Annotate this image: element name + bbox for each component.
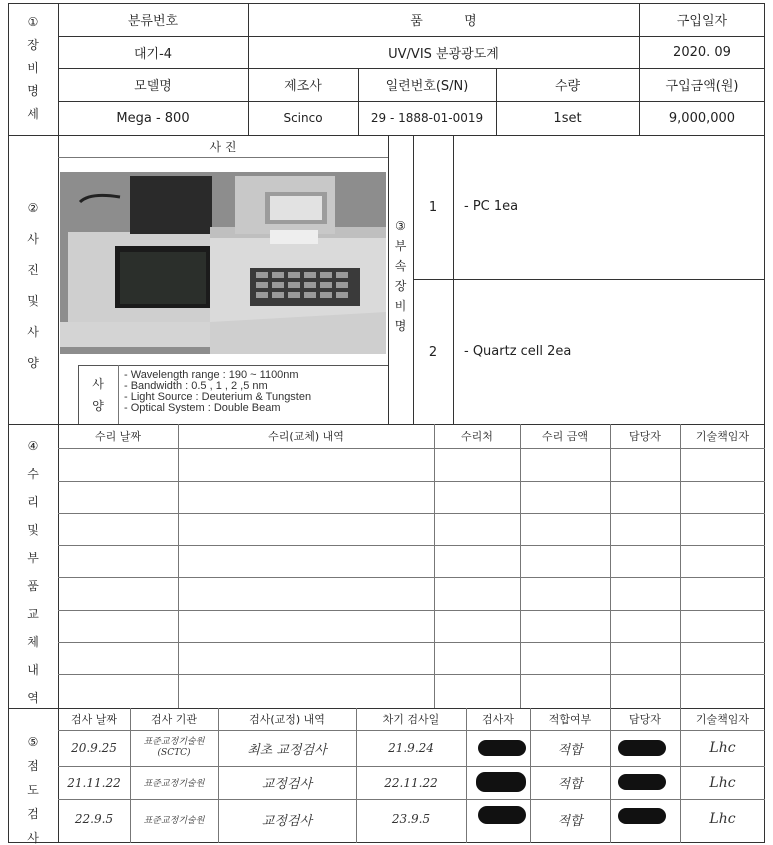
repair-header-line [58,448,765,449]
insp-header-date: 검사 날짜 [70,713,117,726]
insp-next-date: 22.11.22 [384,775,438,790]
insp-detail: 교정검사 [261,777,313,792]
accessory-no: 1 [428,199,438,215]
spec-label: 사 양 [92,377,104,413]
inspector-redaction [478,806,526,824]
insp-header-result: 적합여부 [548,713,592,726]
section-label-inspection: ⑤ 점 도 검 사 [27,735,39,845]
header-maker: 제조사 [284,79,322,94]
section-label-repair: ④ 수 리 및 부 품 교 체 내 역 [27,439,39,705]
inspector-redaction [476,772,526,792]
insp-date: 22.9.5 [74,812,114,826]
insp-next-date: 21.9.24 [388,741,434,755]
inspector-redaction [478,740,526,756]
insp-result: 적합 [557,742,583,758]
photo-title: 사 진 [209,139,237,154]
repair-row-line [58,610,765,611]
accessory-item: - Quartz cell 2ea [464,344,572,359]
accessory-item: - PC 1ea [464,199,519,214]
header-model: 모델명 [134,79,172,94]
repair-header-date: 수리 날짜 [94,430,141,443]
insp-org: 표준교정기술원 (SCTC) [143,737,205,758]
serial-value: 29 - 1888-01-0019 [370,111,484,125]
maker-value: Scinco [283,111,323,125]
repair-col-line [520,424,521,708]
quantity-value: 1set [553,110,582,126]
insp-result: 적합 [557,777,583,792]
spec-line: - Wavelength range : 190 ~ 1100nm [124,369,299,381]
insp-header-inspector: 검사자 [482,713,514,726]
spec-lines [124,370,386,414]
repair-header-cost: 수리 금액 [541,430,588,443]
header-item-name: 품 명 [410,14,477,29]
repair-header-detail: 수리(교체) 내역 [268,430,344,443]
repair-header-tech-lead: 기술책임자 [695,430,750,443]
insp-org: 표준교정기술원 [143,779,205,789]
insp-header-manager: 담당자 [629,713,661,726]
repair-row-line [58,642,765,643]
repair-row-line [58,545,765,546]
insp-result: 적합 [557,813,583,829]
tech-lead-signature: Lhc [709,774,736,791]
photo-title-line [58,157,388,158]
repair-row-line [58,481,765,482]
insp-next-date: 23.9.5 [391,812,431,826]
price-value: 9,000,000 [668,110,736,126]
spec-line: - Light Source : Deuterium & Tungsten [124,391,312,403]
repair-row-line [58,577,765,578]
spectrophotometer-image [60,172,386,354]
header-class-number: 분류번호 [127,14,179,29]
repair-row-line [58,513,765,514]
repair-row-line [58,674,765,675]
repair-col-line [610,424,611,708]
repair-col-line [178,424,179,708]
acc-row-line [413,279,765,280]
manager-redaction [618,774,666,790]
manager-redaction [618,808,666,824]
model-value: Mega - 800 [116,110,190,126]
accessory-no: 2 [428,344,438,360]
repair-header-vendor: 수리처 [461,430,493,443]
section-label-photo: ② 사 진 및 사 양 [27,201,39,370]
insp-header-next-date: 차기 검사일 [382,713,440,726]
repair-header-manager: 담당자 [629,430,661,443]
tech-lead-signature: Lhc [709,811,736,827]
tech-lead-signature: Lhc [709,740,736,756]
section-label-equipment: ① 장 비 명 세 [27,15,39,121]
header-purchase-date: 구입일자 [676,14,728,29]
insp-detail: 최초 교정검사 [247,742,327,758]
header-price: 구입금액(원) [665,79,739,94]
manager-redaction [618,740,666,756]
item-name-value: UV/VIS 분광광도계 [388,46,499,62]
header-serial: 일련번호(S/N) [385,79,469,94]
instrument-photo [60,172,386,354]
section-label-accessory: ③ 부 속 장 비 명 [394,219,407,333]
insp-header-tech-lead: 기술책임자 [695,713,750,726]
purchase-date-value: 2020. 09 [673,44,731,60]
class-number-value: 대기-4 [133,46,173,62]
spec-label-line [118,365,119,424]
repair-col-line [680,424,681,708]
insp-date: 20.9.25 [71,741,117,755]
insp-org: 표준교정기술원 [143,815,205,826]
repair-col-line [434,424,435,708]
spec-line: - Bandwidth : 0.5 , 1 , 2 ,5 nm [124,380,268,392]
spec-line: - Optical System : Double Beam [124,402,281,414]
insp-date: 21.11.22 [67,775,121,790]
insp-header-org: 검사 기관 [150,713,197,726]
insp-detail: 교정검사 [261,813,313,829]
header-quantity: 수량 [554,79,581,94]
insp-header-detail: 검사(교정) 내역 [249,713,325,726]
